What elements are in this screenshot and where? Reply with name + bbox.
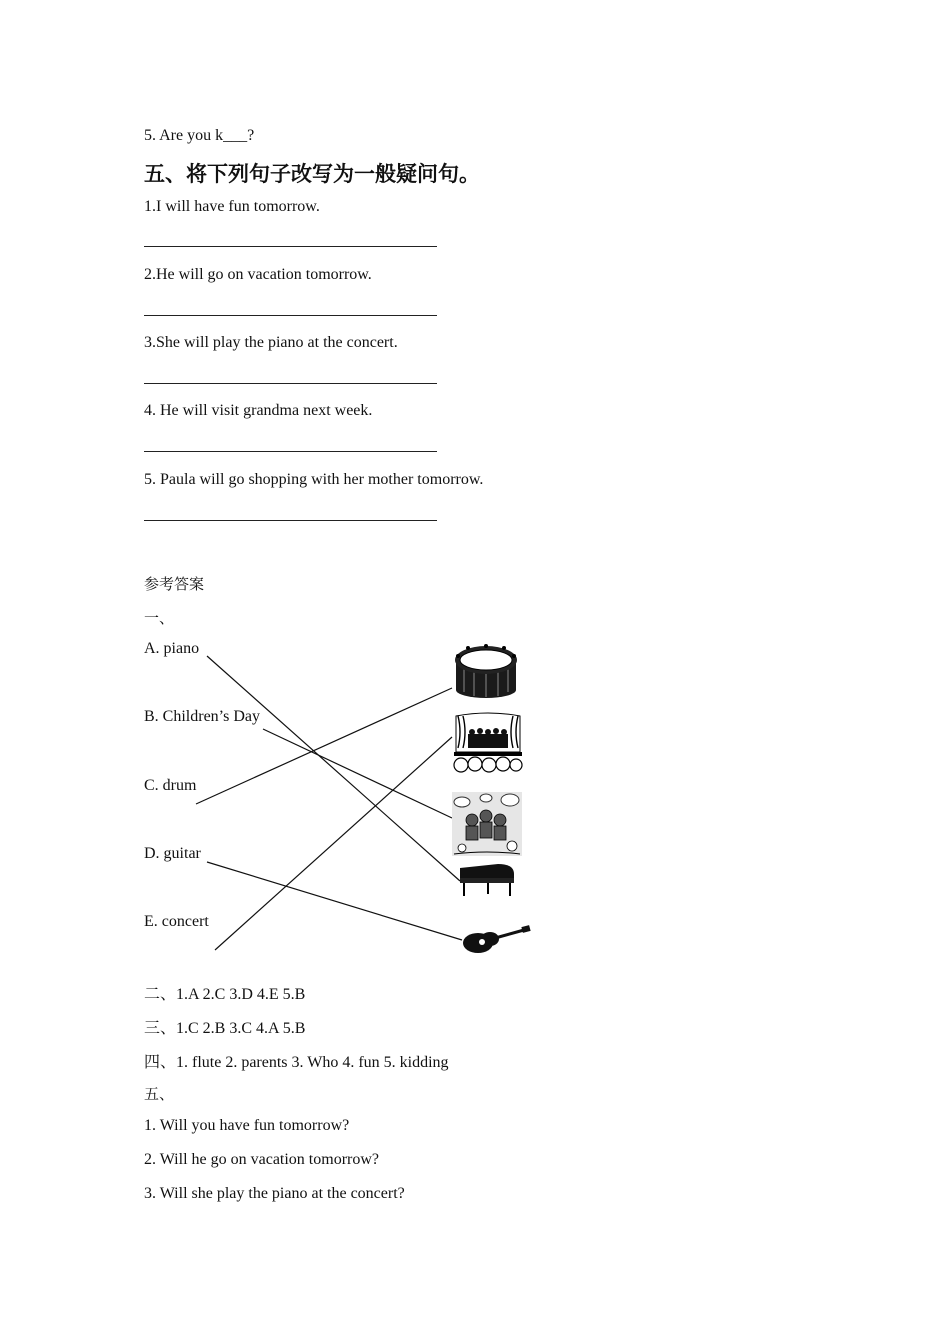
rewrite-item-5: 5. Paula will go shopping with her mother tomorrow.: [144, 471, 484, 488]
match-line-piano: [207, 656, 460, 881]
match-word-drum: C. drum: [144, 777, 197, 794]
concert-picture: [452, 712, 524, 776]
match-word-childrens-day: B. Children’s Day: [144, 708, 260, 725]
answer-part-5-item-2: 2. Will he go on vacation tomorrow?: [144, 1151, 380, 1168]
drum-picture: [450, 640, 522, 700]
section-5-heading: 五、将下列句子改写为一般疑问句。: [144, 162, 480, 186]
answer-key-title: 参考答案: [144, 575, 205, 593]
answer-part-5-label: 五、: [144, 1085, 175, 1103]
match-word-concert: E. concert: [144, 913, 209, 930]
answer-part-5-item-3: 3. Will she play the piano at the concert?: [144, 1185, 405, 1202]
answer-part-2: 二、1.A 2.C 3.D 4.E 5.B: [144, 986, 306, 1003]
answer-part-5-item-1: 1. Will you have fun tomorrow?: [144, 1117, 350, 1134]
guitar-picture: [460, 922, 532, 956]
answer-part-4: 四、1. flute 2. parents 3. Who 4. fun 5. kidding: [144, 1054, 449, 1071]
match-line-guitar: [207, 862, 462, 940]
answer-part-1-label: 一、: [144, 609, 175, 627]
rewrite-item-2: 2.He will go on vacation tomorrow.: [144, 266, 372, 283]
match-line-drum: [196, 688, 452, 804]
answer-part-3: 三、1.C 2.B 3.C 4.A 5.B: [144, 1020, 306, 1037]
childrens-day-picture: [450, 790, 525, 860]
rewrite-item-3: 3.She will play the piano at the concert.: [144, 334, 398, 351]
question-5-text: 5. Are you k___?: [144, 127, 255, 144]
rewrite-item-1: 1.I will have fun tomorrow.: [144, 198, 320, 215]
match-word-guitar: D. guitar: [144, 845, 201, 862]
piano-picture: [458, 862, 516, 898]
rewrite-item-4: 4. He will visit grandma next week.: [144, 402, 373, 419]
match-line-childrens-day: [263, 729, 452, 818]
match-word-piano: A. piano: [144, 640, 200, 657]
